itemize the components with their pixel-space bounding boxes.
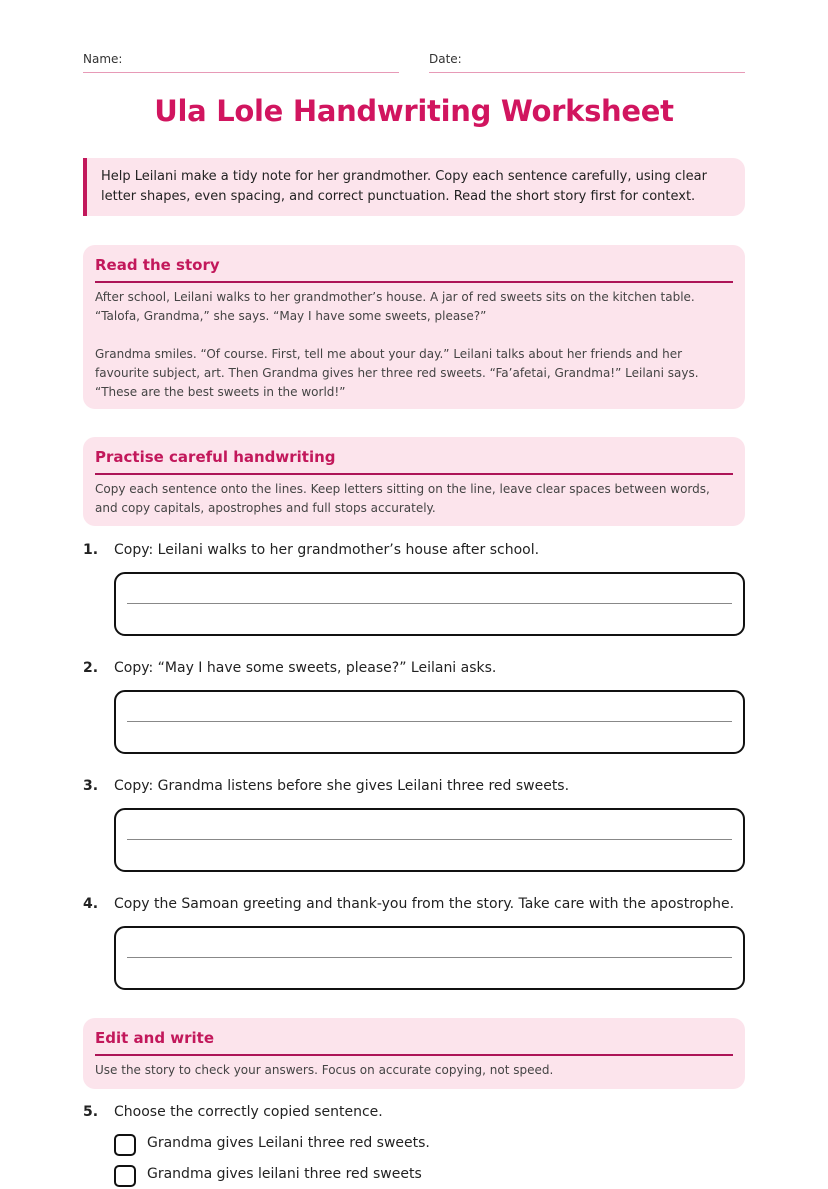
question-prompt: Copy: Leilani walks to her grandmother’s house after school. [114,542,540,558]
header-fields [83,52,745,74]
question-prompt: Copy: “May I have some sweets, please?” Leilani asks. [114,660,497,676]
question-number: 4. [83,896,99,912]
writing-line [127,957,732,958]
option-label: Grandma gives leilani three red sweets [147,1166,422,1182]
edit-heading: Edit and write [95,1028,733,1056]
page-title: Ula Lole Handwriting Worksheet [154,94,674,128]
story-paragraph: Grandma smiles. “Of course. First, tell me about your day.” Leilani talks about her friends and her favourite subject, art. Then Grandma gives her three red sweets. “Fa’afetai, Grandma!” Leilani says. “These are the best sweets in the world!” [95,347,699,399]
date-field[interactable] [429,52,745,73]
date-label: Date: [429,52,462,66]
writing-line [127,839,732,840]
story-panel [83,245,745,409]
writing-line [127,603,732,604]
name-label: Name: [83,52,123,66]
question-number: 3. [83,778,99,794]
name-field[interactable] [83,52,399,73]
writing-line [127,721,732,722]
question-prompt: Copy the Samoan greeting and thank-you from the story. Take care with the apostrophe. [114,896,735,912]
practise-heading: Practise careful handwriting [95,447,733,475]
story-text [95,288,733,402]
question-prompt: Copy: Grandma listens before she gives Leilani three red sweets. [114,778,570,794]
practise-text: Copy each sentence onto the lines. Keep letters sitting on the line, leave clear spaces between words, and copy capitals, apostrophes and full stops accurately. [95,482,710,515]
edit-panel [83,1018,745,1089]
handwriting-box[interactable] [114,926,745,990]
checkbox[interactable] [114,1165,136,1187]
handwriting-box[interactable] [114,572,745,636]
handwriting-box[interactable] [114,690,745,754]
question-number: 5. [83,1104,99,1120]
checkbox[interactable] [114,1134,136,1156]
option-label: Grandma gives Leilani three red sweets. [147,1135,430,1151]
question-prompt: Choose the correctly copied sentence. [114,1104,383,1120]
question-number: 1. [83,542,99,558]
question-number: 2. [83,660,99,676]
story-paragraph: After school, Leilani walks to her grandmother’s house. A jar of red sweets sits on the kitchen table. “Talofa, Grandma,” she says. “May I have some sweets, please?” [95,290,695,323]
story-heading: Read the story [95,255,733,283]
intro-callout: Help Leilani make a tidy note for her grandmother. Copy each sentence carefully, using clear letter shapes, even spacing, and correct punctuation. Read the short story first for context. [83,158,745,216]
practise-panel [83,437,745,526]
edit-text: Use the story to check your answers. Focus on accurate copying, not speed. [95,1063,554,1077]
handwriting-box[interactable] [114,808,745,872]
